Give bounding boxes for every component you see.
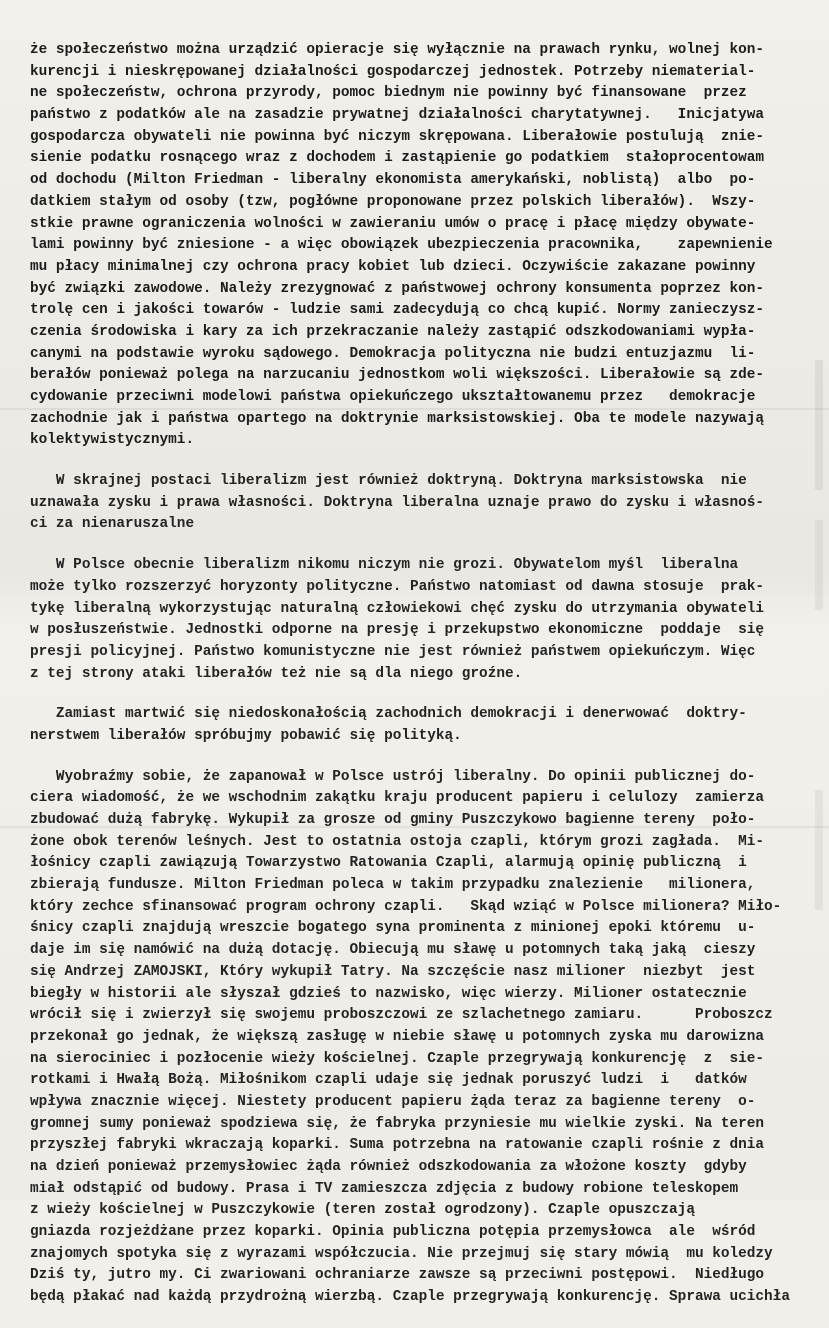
text-line: ne społeczeństw, ochrona przyrody, pomoc biednym nie powinny być finansowane przez xyxy=(30,85,747,102)
text-line: tykę liberalną wykorzystując naturalną człowiekowi chęć zysku do utrzymania obywateli xyxy=(30,600,765,617)
text-line: zachodnie jak i państwa opartego na doktrynie marksistowskiej. Oba te modele nazywają xyxy=(30,410,765,427)
text-line: się Andrzej ZAMOJSKI, Który wykupił Tatry. Na szczęście nasz milioner niezbyt jest xyxy=(30,963,756,980)
text-line: który zechce sfinansować program ochrony czapli. Skąd wziąć w Polsce milionera? Miło- xyxy=(30,898,782,915)
text-line: canymi na podstawie wyroku sądowego. Demokracja polityczna nie budzi entuzjazmu li- xyxy=(30,345,756,362)
text-line: Dziś ty, jutro my. Ci zwariowani ochraniarze zawsze są przeciwni postępowi. Niedługo xyxy=(30,1267,765,1284)
text-line: presji policyjnej. Państwo komunistyczne nie jest również państwem opiekuńczym. Więc xyxy=(30,643,756,660)
text-line: gospodarcza obywateli nie powinna być niczym skrępowana. Liberałowie postulują znie- xyxy=(30,128,765,145)
text-line: datkiem stałym od osoby (tzw, pogłówne proponowane przez polskich liberałów). Wszy- xyxy=(30,193,756,210)
text-line: czenia środowiska i kary za ich przekraczanie należy zastąpić odszkodowaniami wypła- xyxy=(30,323,756,340)
text-line: Zamiast martwić się niedoskonałością zachodnich demokracji i denerwować doktry- xyxy=(30,706,747,723)
text-line: gniazda rozjeżdżane przez koparki. Opinia publiczna potępia przemysłowca ale wśród xyxy=(30,1224,756,1241)
text-line: śnicy czapli znajdują wreszcie bogatego syna prominenta z minionej epoki któremu u- xyxy=(30,920,756,937)
text-line: W Polsce obecnie liberalizm nikomu niczym nie grozi. Obywatelom myśl liberalna xyxy=(30,557,739,574)
text-line: kolektywistycznymi. xyxy=(30,432,195,449)
text-line: miał odstąpić od budowy. Prasa i TV zamieszcza zdjęcia z budowy robione teleskopem xyxy=(30,1180,739,1197)
text-line: na sierociniec i pozłocenie wieży kościelnej. Czaple przegrywają konkurencję z sie- xyxy=(30,1050,765,1067)
text-line: przekonał go jednak, że większą zasługę w niebie sławę u potomnych zyska mu darowizna xyxy=(30,1028,765,1045)
text-line: ciera wiadomość, że we wschodnim zakątku kraju producent papieru i celulozy zamierza xyxy=(30,790,765,807)
text-line: ci za nienaruszalne xyxy=(30,516,195,533)
paragraph xyxy=(30,704,815,747)
margin-smudge xyxy=(815,360,823,490)
text-line: będą płakać nad każdą przydrożną wierzbą. Czaple przegrywają konkurencję. Sprawa ucichła xyxy=(30,1289,790,1306)
text-line: na dzień ponieważ przemysłowiec żąda również odszkodowania za włożone koszty gdyby xyxy=(30,1159,747,1175)
text-line: uznawała zysku i prawa własności. Doktryna liberalna uznaje prawo do zysku i własnoś- xyxy=(30,494,765,511)
text-line: mu płacy minimalnej czy ochrona pracy kobiet lub dzieci. Oczywiście zakazane powinny xyxy=(30,258,756,275)
text-line: stkie prawne ograniczenia wolności w zawieraniu umów o pracę i płacę między obywate- xyxy=(30,215,756,232)
paragraph xyxy=(30,555,815,685)
text-line: gromnej sumy ponieważ spodziewa się, że fabryka przyniesie mu wielkie zyski. Na teren xyxy=(30,1115,765,1132)
text-line: nerstwem liberałów spróbujmy pobawić się polityką. xyxy=(30,727,462,744)
margin-smudge xyxy=(815,790,823,910)
text-line: w posłuszeństwie. Jednostki odporne na presję i przekupstwo ekonomiczne poddaje się xyxy=(30,622,765,639)
margin-smudge xyxy=(815,520,823,610)
text-line: od dochodu (Milton Friedman - liberalny ekonomista amerykański, noblistą) albo po- xyxy=(30,172,756,189)
text-line: rotkami i Hwałą Bożą. Miłośnikom czapli udaje się jednak poruszyć ludzi i datków xyxy=(30,1072,747,1089)
text-line: wpływa znacznie więcej. Niestety producent papieru żąda teraz za bagienne tereny o- xyxy=(30,1093,756,1110)
text-line: z wieży kościelnej w Puszczykowie (teren został ogrodzony). Czaple opuszczają xyxy=(30,1202,695,1219)
text-line: że społeczeństwo można urządzić opieracje się wyłącznie na prawach rynku, wolnej kon- xyxy=(30,42,765,58)
text-line: kurencji i nieskrępowanej działalności gospodarczej jednostek. Potrzeby niematerial- xyxy=(30,63,756,80)
paragraph xyxy=(30,471,815,536)
paragraph xyxy=(30,767,815,1309)
text-line: W skrajnej postaci liberalizm jest również doktryną. Doktryna marksistowska nie xyxy=(30,473,747,490)
paragraph xyxy=(30,40,815,452)
text-line: cydowanie przeciwni modelowi państwa opiekuńczego ukształtowanemu przez demokracje xyxy=(30,389,756,405)
text-line: z tej strony ataki liberałów też nie są dla niego groźne. xyxy=(30,665,523,682)
text-line: wrócił się i zwierzył się swojemu proboszczowi ze szlachetnego zamiaru. Proboszcz xyxy=(30,1007,773,1024)
text-line: trolę cen i jakości towarów - ludzie sami zadecydują co chcą kupić. Normy zanieczysz- xyxy=(30,302,765,319)
text-line: znajomych spotyka się z wyrazami współczucia. Nie przejmuj się stary mówią mu koledzy xyxy=(30,1245,773,1262)
text-line: lami powinny być zniesione - a więc obowiązek ubezpieczenia pracownika, zapewnienie xyxy=(30,237,773,254)
text-line: sienie podatku rosnącego wraz z dochodem i zastąpienie go podatkiem stałoprocentowam xyxy=(30,150,765,167)
text-line: łośnicy czapli zawiązują Towarzystwo Ratowania Czapli, alarmują opinię publiczną i xyxy=(30,855,747,872)
text-line: berałów ponieważ polega na narzucaniu jednostkom woli większości. Liberałowie są zde- xyxy=(30,367,765,384)
text-line: przyszłej fabryki wkraczają koparki. Suma potrzebna na ratowanie czapli rośnie z dnia xyxy=(30,1137,765,1154)
document-body xyxy=(30,40,815,1328)
text-line: biegły w historii ale słyszał gdzieś to nazwisko, więc wierzy. Milioner ostatecznie xyxy=(30,985,747,1002)
text-line: Wyobraźmy sobie, że zapanował w Polsce ustrój liberalny. Do opinii publicznej do- xyxy=(30,768,756,785)
text-line: państwo z podatków ale na zasadzie prywatnej działalności charytatywnej. Inicjatywa xyxy=(30,107,765,124)
text-line: zbudować dużą fabrykę. Wykupił za grosze od gminy Puszczykowo bagienne tereny poło- xyxy=(30,812,756,828)
text-line: może tylko rozszerzyć horyzonty polityczne. Państwo natomiast od dawna stosuje prak- xyxy=(30,578,765,595)
text-line: daje im się namówić na dużą dotację. Obiecują mu sławę u potomnych taką jaką cieszy xyxy=(30,942,756,959)
text-line: żone obok terenów leśnych. Jest to ostatnia ostoja czapli, którym grozi zagłada. Mi- xyxy=(30,833,765,850)
text-line: być związki zawodowe. Należy zrezygnować z państwowej ochrony konsumenta poprzez kon- xyxy=(30,280,765,297)
text-line: zbierają fundusze. Milton Friedman poleca w takim przypadku znalezienie milionera, xyxy=(30,877,756,894)
